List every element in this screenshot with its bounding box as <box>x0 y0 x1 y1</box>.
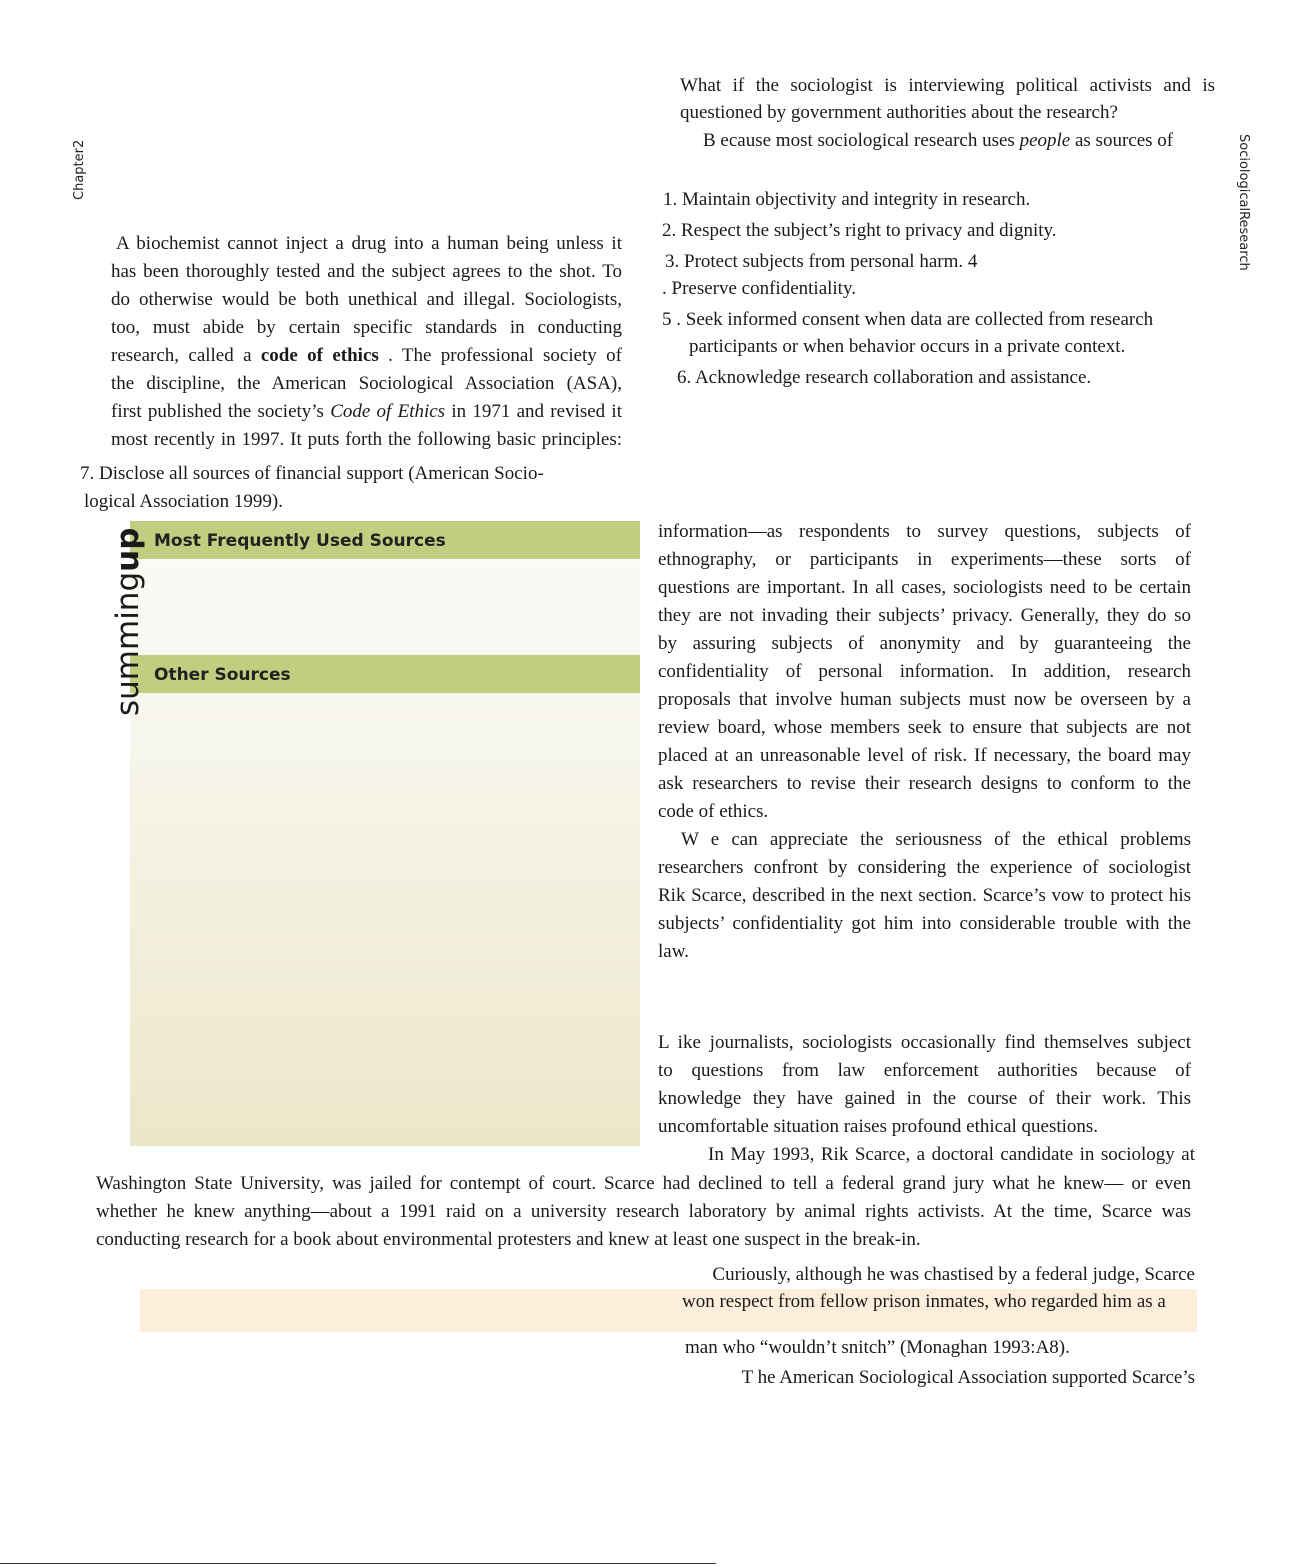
body-line-7: proposals that involve human subjects must now be overseen by a <box>658 689 1191 710</box>
intro-line-3: do otherwise would be both unethical and illegal. Sociologists, <box>111 289 622 310</box>
principle-7: 7. Disclose all sources of financial support (American Socio- <box>80 463 544 484</box>
ending-line-1: Curiously, although he was chastised by a federal judge, Scarce <box>712 1264 1195 1285</box>
body-line-14: Rik Scarce, described in the next section. Scarce’s vow to protect his <box>658 885 1191 906</box>
line3-text-end: as sources of <box>1070 130 1174 151</box>
intro-line-8: most recently in 1997. It puts forth the following basic principles: <box>111 429 622 450</box>
body-line-12: W e can appreciate the seriousness of the ethical problems <box>681 829 1191 850</box>
section-running-head: SociologicalResearch <box>1236 134 1251 271</box>
wide-line-1: Washington State University, was jailed for contempt of court. Scarce had declined to tell a federal grand jury what he knew— or even <box>96 1173 1191 1194</box>
intro-line-7-end: in 1971 and revised it <box>445 401 622 422</box>
journalists-line-1: L ike journalists, sociologists occasionally find themselves subject <box>658 1032 1191 1053</box>
up-word: up <box>110 527 146 572</box>
intro-line-4: too, must abide by certain specific standards in conducting <box>111 317 622 338</box>
principle-4: . Preserve confidentiality. <box>662 278 856 299</box>
ending-line-4: T he American Sociological Association supported Scarce’s <box>741 1367 1195 1388</box>
body-line-1: information—as respondents to survey questions, subjects of <box>658 521 1191 542</box>
ending-line-2: won respect from fellow prison inmates, who regarded him as a <box>682 1291 1166 1312</box>
body-line-16: law. <box>658 941 689 962</box>
ending-line-3: man who “wouldn’t snitch” (Monaghan 1993:A8). <box>685 1337 1070 1358</box>
key-term: code of ethics <box>260 345 379 366</box>
summing-word: summing <box>110 571 146 716</box>
principle-6: 6. Acknowledge research collaboration and assistance. <box>677 367 1092 388</box>
principle-7-cont: logical Association 1999). <box>84 491 283 512</box>
intro-line-7 <box>111 398 622 426</box>
body-line-10: ask researchers to revise their research designs to conform to the <box>658 773 1191 794</box>
body-line-6: confidentiality of personal information. In addition, research <box>658 661 1191 682</box>
body-line-3: questions are important. In all cases, sociologists need to be certain <box>658 577 1191 598</box>
body-line-5: by assuring subjects of anonymity and by guaranteeing the <box>658 633 1191 654</box>
intro-line-5-text: research, called a <box>111 345 261 366</box>
chapter-running-head: Chapter2 <box>72 139 87 200</box>
intro-line-7-text: first published the society’s <box>111 401 331 422</box>
band-other-sources: Other Sources <box>130 655 640 693</box>
summing-up-label <box>112 528 144 716</box>
journalists-line-4: uncomfortable situation raises profound ethical questions. <box>658 1116 1099 1137</box>
body-line-2: ethnography, or participants in experiments—these sorts of <box>658 549 1191 570</box>
line3-italic: people <box>1019 130 1071 151</box>
principle-5: 5 . Seek informed consent when data are collected from research <box>662 309 1154 330</box>
intro-line-1: A biochemist cannot inject a drug into a human being unless it <box>116 233 622 254</box>
principle-2: 2. Respect the subject’s right to privacy and dignity. <box>662 220 1057 241</box>
bottom-rule <box>0 1563 716 1564</box>
journalists-line-2: to questions from law enforcement authorities because of <box>658 1060 1191 1081</box>
body-line-13: researchers confront by considering the experience of sociologist <box>658 857 1191 878</box>
principle-1: 1. Maintain objectivity and integrity in research. <box>663 189 1031 210</box>
band-most-frequent: Most Frequently Used Sources <box>130 521 640 559</box>
line3-text: B ecause most sociological research uses <box>703 130 1020 151</box>
code-title: Code of Ethics <box>330 401 446 422</box>
journalists-line-5: In May 1993, Rik Scarce, a doctoral candidate in sociology at <box>708 1144 1195 1165</box>
principle-3: 3. Protect subjects from personal harm. 4 <box>665 251 978 272</box>
intro-line-5 <box>111 342 622 370</box>
intro-line-2: has been thoroughly tested and the subject agrees to the shot. To <box>111 261 622 282</box>
principle-5-cont: participants or when behavior occurs in a private context. <box>689 336 1126 357</box>
intro-line-5-end: . The professional society of <box>378 345 622 366</box>
top-paragraph-line-1: What if the sociologist is interviewing political activists and is <box>680 75 1215 96</box>
body-line-8: review board, whose members seek to ensure that subjects are not <box>658 717 1191 738</box>
body-line-15: subjects’ confidentiality got him into considerable trouble with the <box>658 913 1191 934</box>
body-line-9: placed at an unreasonable level of risk. If necessary, the board may <box>658 745 1191 766</box>
journalists-line-3: knowledge they have gained in the course of their work. This <box>658 1088 1191 1109</box>
body-line-11: code of ethics. <box>658 801 769 822</box>
wide-line-2: whether he knew anything—about a 1991 raid on a university research laboratory by animal rights activists. At the time, Scarce was <box>96 1201 1191 1222</box>
top-paragraph-line-3 <box>703 127 1203 155</box>
body-line-4: they are not invading their subjects’ privacy. Generally, they do so <box>658 605 1191 626</box>
wide-line-3: conducting research for a book about environmental protesters and knew at least one suspect in the break-in. <box>96 1229 921 1250</box>
summing-up-panel <box>130 520 640 1146</box>
intro-line-6: the discipline, the American Sociological Association (ASA), <box>111 373 622 394</box>
top-paragraph-line-2: questioned by government authorities about the research? <box>680 102 1118 123</box>
